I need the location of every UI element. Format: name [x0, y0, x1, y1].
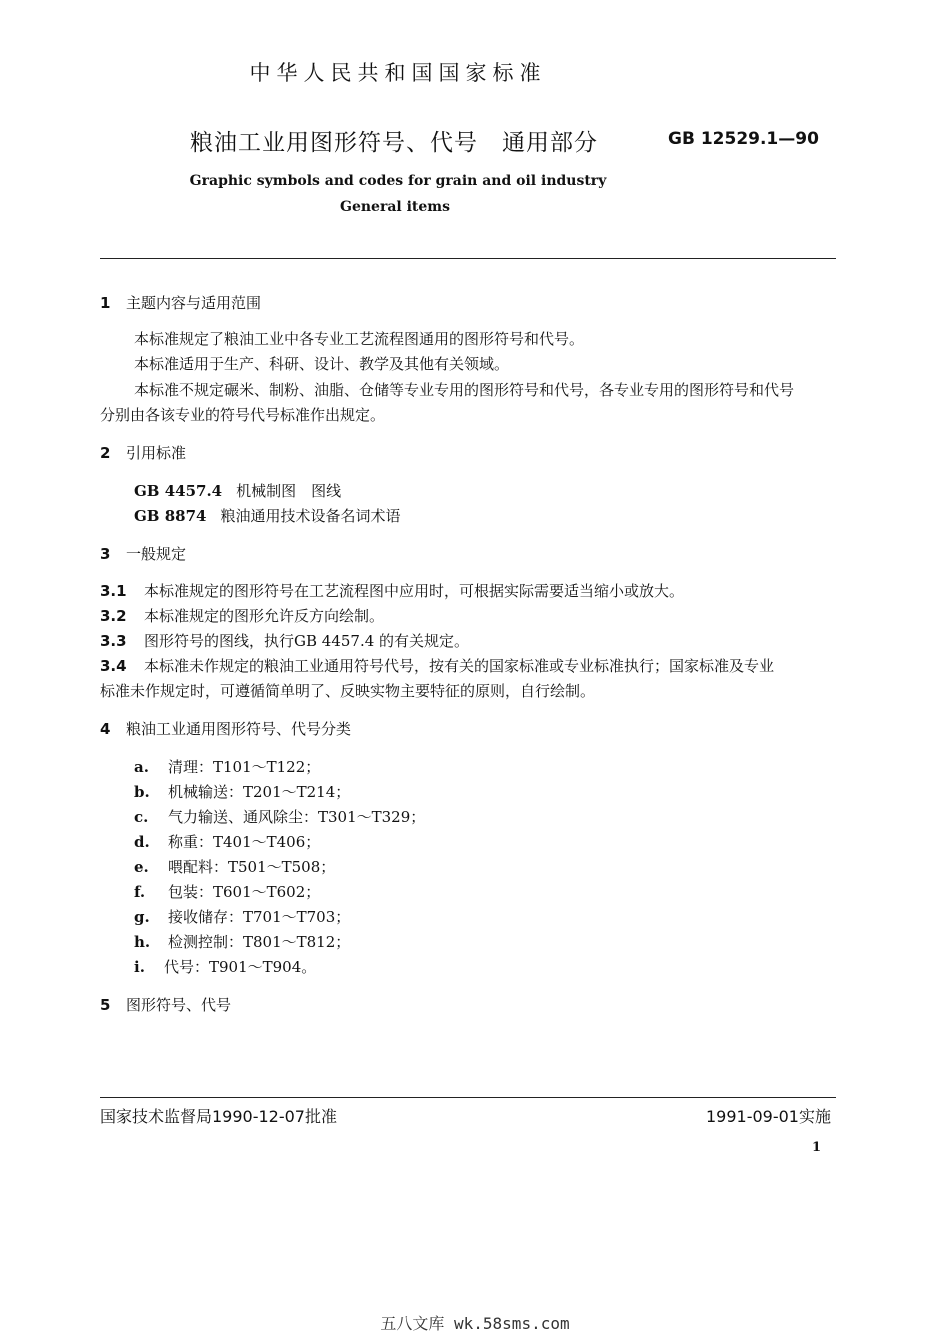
clause-text: 本标准未作规定的粮油工业通用符号代号，按有关的国家标准或专业标准执行；国家标准及专业 — [144, 657, 775, 675]
list-item — [134, 781, 350, 802]
section-3-heading — [100, 543, 186, 564]
standard-code: GB 12529.1—90 — [668, 129, 819, 149]
clause-3-1 — [100, 580, 684, 601]
clause-text: 本标准规定的图形允许反方向绘制。 — [144, 607, 385, 625]
national-standard-label: 中华人民共和国国家标准 — [249, 61, 547, 85]
list-item-label: g. — [134, 908, 150, 926]
list-item-text: 称重：T401～T406； — [168, 833, 321, 851]
list-item-text: 气力输送、通风除尘：T301～T329； — [168, 808, 426, 826]
section-5-heading — [100, 994, 231, 1015]
list-item-text: 喂配料：T501～T508； — [168, 858, 336, 876]
watermark-text: 五八文库 wk.58sms.com — [380, 1314, 570, 1333]
list-item-label: b. — [134, 783, 150, 801]
clause-text: 图形符号的图线，执行GB 4457.4 的有关规定。 — [144, 632, 470, 650]
section-5-title: 图形符号、代号 — [126, 996, 232, 1014]
reference-title: 机械制图 图线 — [236, 482, 342, 500]
list-item-label: f. — [134, 883, 146, 901]
section-1-heading — [100, 292, 261, 313]
reference-item — [134, 480, 341, 501]
clause-number: 3.2 — [100, 607, 127, 625]
page-number: 1 — [812, 1140, 822, 1155]
list-item-label: a. — [134, 758, 149, 776]
list-item-text: 清理：T101～T122； — [168, 758, 321, 776]
reference-title: 粮油通用技术设备名词术语 — [220, 507, 401, 525]
list-item — [134, 956, 316, 977]
implementation-date: 1991-09-01实施 — [706, 1107, 831, 1126]
list-item-text: 接收储存：T701～T703； — [168, 908, 351, 926]
section-1-para-2: 本标准适用于生产、科研、设计、教学及其他有关领域。 — [134, 355, 510, 373]
footer-divider — [100, 1097, 836, 1098]
list-item-text: 包装：T601～T602； — [168, 883, 321, 901]
section-2-heading — [100, 442, 186, 463]
list-item — [134, 856, 335, 877]
clause-3-4 — [100, 655, 774, 676]
list-item-text: 机械输送：T201～T214； — [168, 783, 351, 801]
section-1-para-1: 本标准规定了粮油工业中各专业工艺流程图通用的图形符号和代号。 — [134, 330, 585, 348]
section-2-title: 引用标准 — [126, 444, 187, 462]
approval-date: 国家技术监督局1990-12-07批准 — [100, 1107, 337, 1126]
clause-text: 本标准规定的图形符号在工艺流程图中应用时，可根据实际需要适当缩小或放大。 — [144, 582, 685, 600]
reference-item — [134, 505, 400, 526]
clause-number: 3.3 — [100, 632, 127, 650]
section-2-number: 2 — [100, 444, 111, 462]
list-item-label: e. — [134, 858, 149, 876]
list-item — [134, 831, 320, 852]
standard-title-en-line1: Graphic symbols and codes for grain and oil industry — [189, 173, 607, 189]
list-item-label: d. — [134, 833, 150, 851]
reference-code: GB 8874 — [134, 507, 207, 525]
clause-3-2 — [100, 605, 384, 626]
list-item-label: h. — [134, 933, 151, 951]
clause-number: 3.1 — [100, 582, 127, 600]
clause-3-4-continuation: 标准未作规定时，可遵循简单明了、反映实物主要特征的原则，自行绘制。 — [100, 682, 596, 700]
list-item — [134, 931, 350, 952]
section-5-number: 5 — [100, 996, 111, 1014]
header-divider — [100, 258, 836, 259]
list-item-label: c. — [134, 808, 149, 826]
list-item — [134, 881, 320, 902]
section-1-para-3-line1: 本标准不规定碾米、制粉、油脂、仓储等专业专用的图形符号和代号，各专业专用的图形符号和代号 — [134, 381, 795, 399]
section-4-heading — [100, 718, 351, 739]
reference-code: GB 4457.4 — [134, 482, 223, 500]
clause-3-3 — [100, 630, 469, 651]
section-1-number: 1 — [100, 294, 111, 312]
clause-number: 3.4 — [100, 657, 127, 675]
standard-title-cn: 粮油工业用图形符号、代号 通用部分 — [190, 130, 598, 156]
list-item — [134, 756, 320, 777]
list-item-text: 代号：T901～T904。 — [164, 958, 317, 976]
section-4-title: 粮油工业通用图形符号、代号分类 — [126, 720, 352, 738]
standard-title-en-line2: General items — [340, 199, 450, 215]
list-item — [134, 906, 350, 927]
section-4-number: 4 — [100, 720, 111, 738]
list-item — [134, 806, 425, 827]
section-3-title: 一般规定 — [126, 545, 187, 563]
section-3-number: 3 — [100, 545, 111, 563]
section-1-title: 主题内容与适用范围 — [126, 294, 262, 312]
section-1-para-3-line2: 分别由各该专业的符号代号标准作出规定。 — [100, 406, 386, 424]
list-item-text: 检测控制：T801～T812； — [168, 933, 351, 951]
list-item-label: i. — [134, 958, 145, 976]
